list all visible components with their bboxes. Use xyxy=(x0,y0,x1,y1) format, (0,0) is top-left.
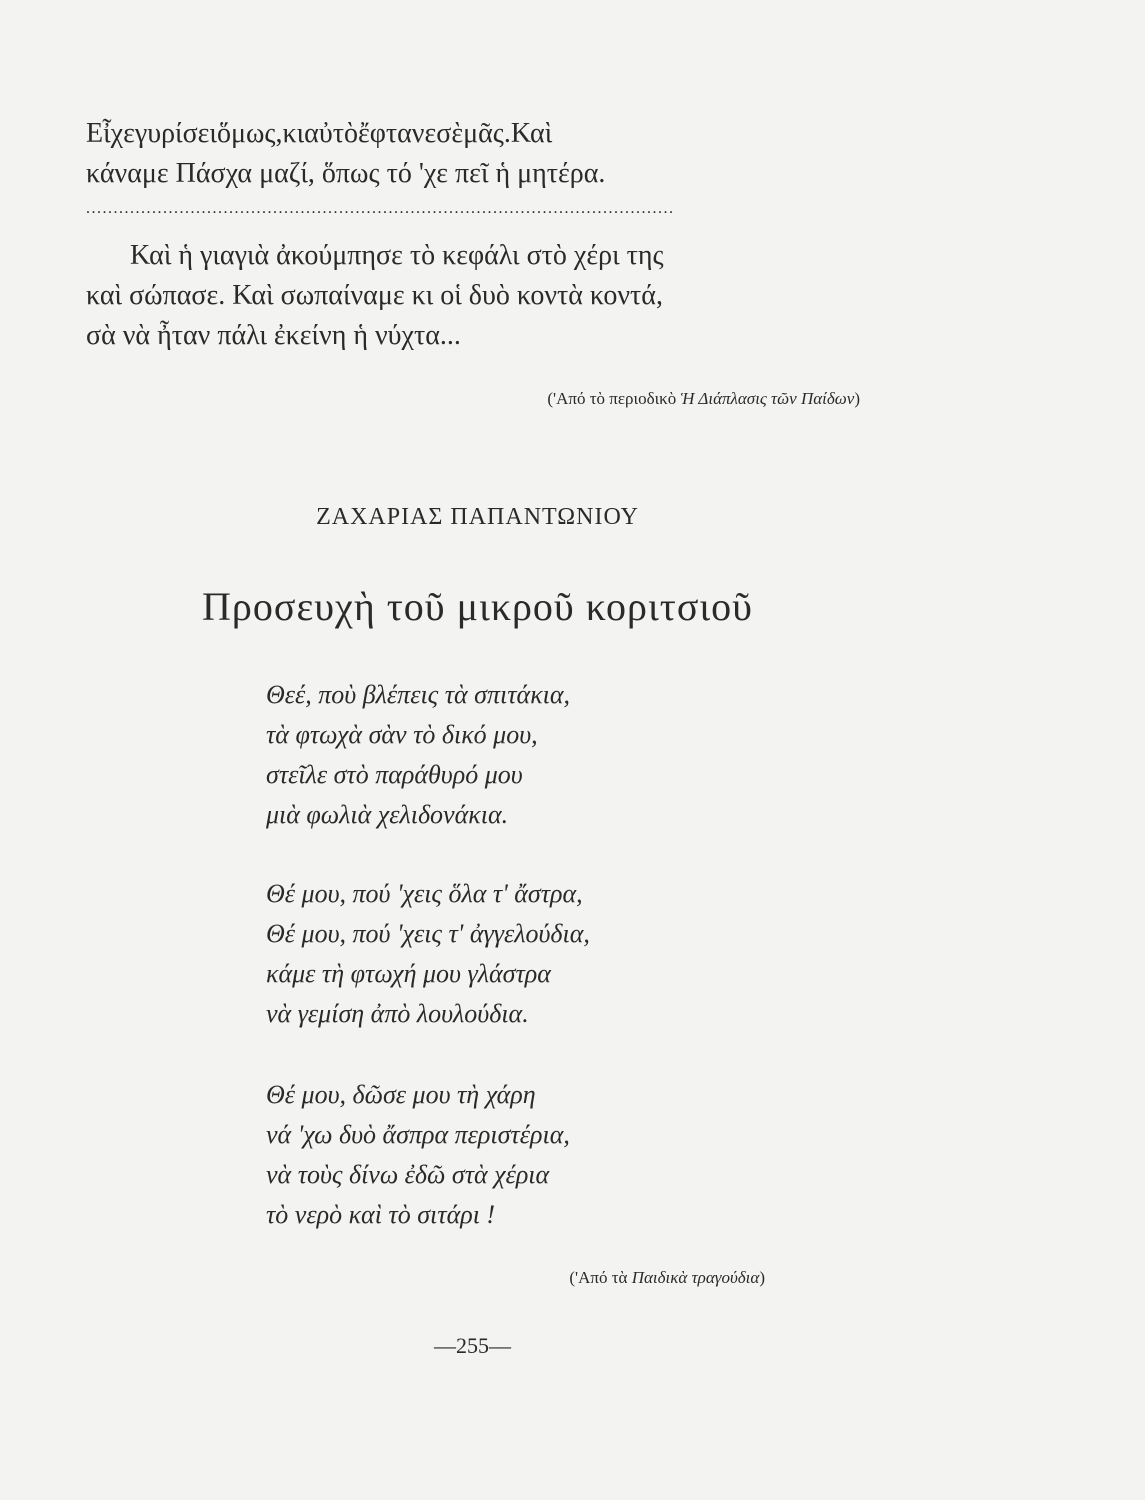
verse-line: Θεέ, ποὺ βλέπεις τὰ σπιτάκια, xyxy=(266,680,571,709)
paragraph-2 xyxy=(86,236,861,356)
source-prefix: ('Από τὸ περιοδικὸ xyxy=(547,389,681,408)
poem-author: ΖΑΧΑΡΙΑΣ ΠΑΠΑΝΤΩΝΙΟΥ xyxy=(316,504,639,530)
source-citation-1 xyxy=(547,389,860,409)
verse-line: Θέ μου, δῶσε μου τὴ χάρη xyxy=(266,1080,536,1109)
page-number: —255— xyxy=(434,1333,511,1358)
source-citation-2 xyxy=(569,1268,765,1288)
verse-line: νὰ γεμίση ἀπὸ λουλούδια. xyxy=(266,999,529,1028)
source-prefix: ('Από τὰ xyxy=(569,1268,632,1287)
verse-line: Θέ μου, πού 'χεις τ' ἀγγελούδια, xyxy=(266,919,590,948)
poem-title: Προσευχὴ τοῦ μικροῦ κοριτσιοῦ xyxy=(202,584,753,629)
paragraph-line: Εἶχεγυρίσειὅμως,κιαὐτὸἔφτανεσὲμᾶς.Καὶ xyxy=(86,118,553,149)
verse-line: μιὰ φωλιὰ χελιδονάκια. xyxy=(266,800,509,829)
poem-stanza-3 xyxy=(266,1075,570,1235)
paragraph-1 xyxy=(86,114,861,194)
verse-line: στεῖλε στὸ παράθυρό μου xyxy=(266,760,523,789)
paragraph-line: σὰ νὰ ἦταν πάλι ἐκείνη ἡ νύχτα... xyxy=(86,320,461,351)
paragraph-line: κάναμε Πάσχα μαζί, ὅπως τό 'χε πεῖ ἡ μητέρα. xyxy=(86,158,606,189)
poem-stanza-1 xyxy=(266,675,570,835)
separator-dots: ........................................................................................................... xyxy=(86,200,675,217)
verse-line: τὸ νερὸ καὶ τὸ σιτάρι ! xyxy=(266,1200,496,1229)
verse-line: Θέ μου, πού 'χεις ὅλα τ' ἄστρα, xyxy=(266,879,583,908)
verse-line: νὰ τοὺς δίνω ἐδῶ στὰ χέρια xyxy=(266,1160,550,1189)
verse-line: νά 'χω δυὸ ἄσπρα περιστέρια, xyxy=(266,1120,570,1149)
source-title: Ἡ Διάπλασις τῶν Παίδων xyxy=(680,389,855,408)
paragraph-line: Καὶ ἡ γιαγιὰ ἀκούμπησε τὸ κεφάλι στὸ χέρι της xyxy=(130,240,664,271)
paragraph-line: καὶ σώπασε. Καὶ σωπαίναμε κι οἱ δυὸ κοντὰ κοντά, xyxy=(86,280,663,311)
verse-line: τὰ φτωχὰ σὰν τὸ δικό μου, xyxy=(266,720,538,749)
source-suffix: ) xyxy=(854,389,860,408)
source-suffix: ) xyxy=(759,1268,765,1287)
poem-stanza-2 xyxy=(266,874,590,1034)
verse-line: κάμε τὴ φτωχή μου γλάστρα xyxy=(266,959,551,988)
source-title: Παιδικὰ τραγούδια xyxy=(631,1268,760,1287)
